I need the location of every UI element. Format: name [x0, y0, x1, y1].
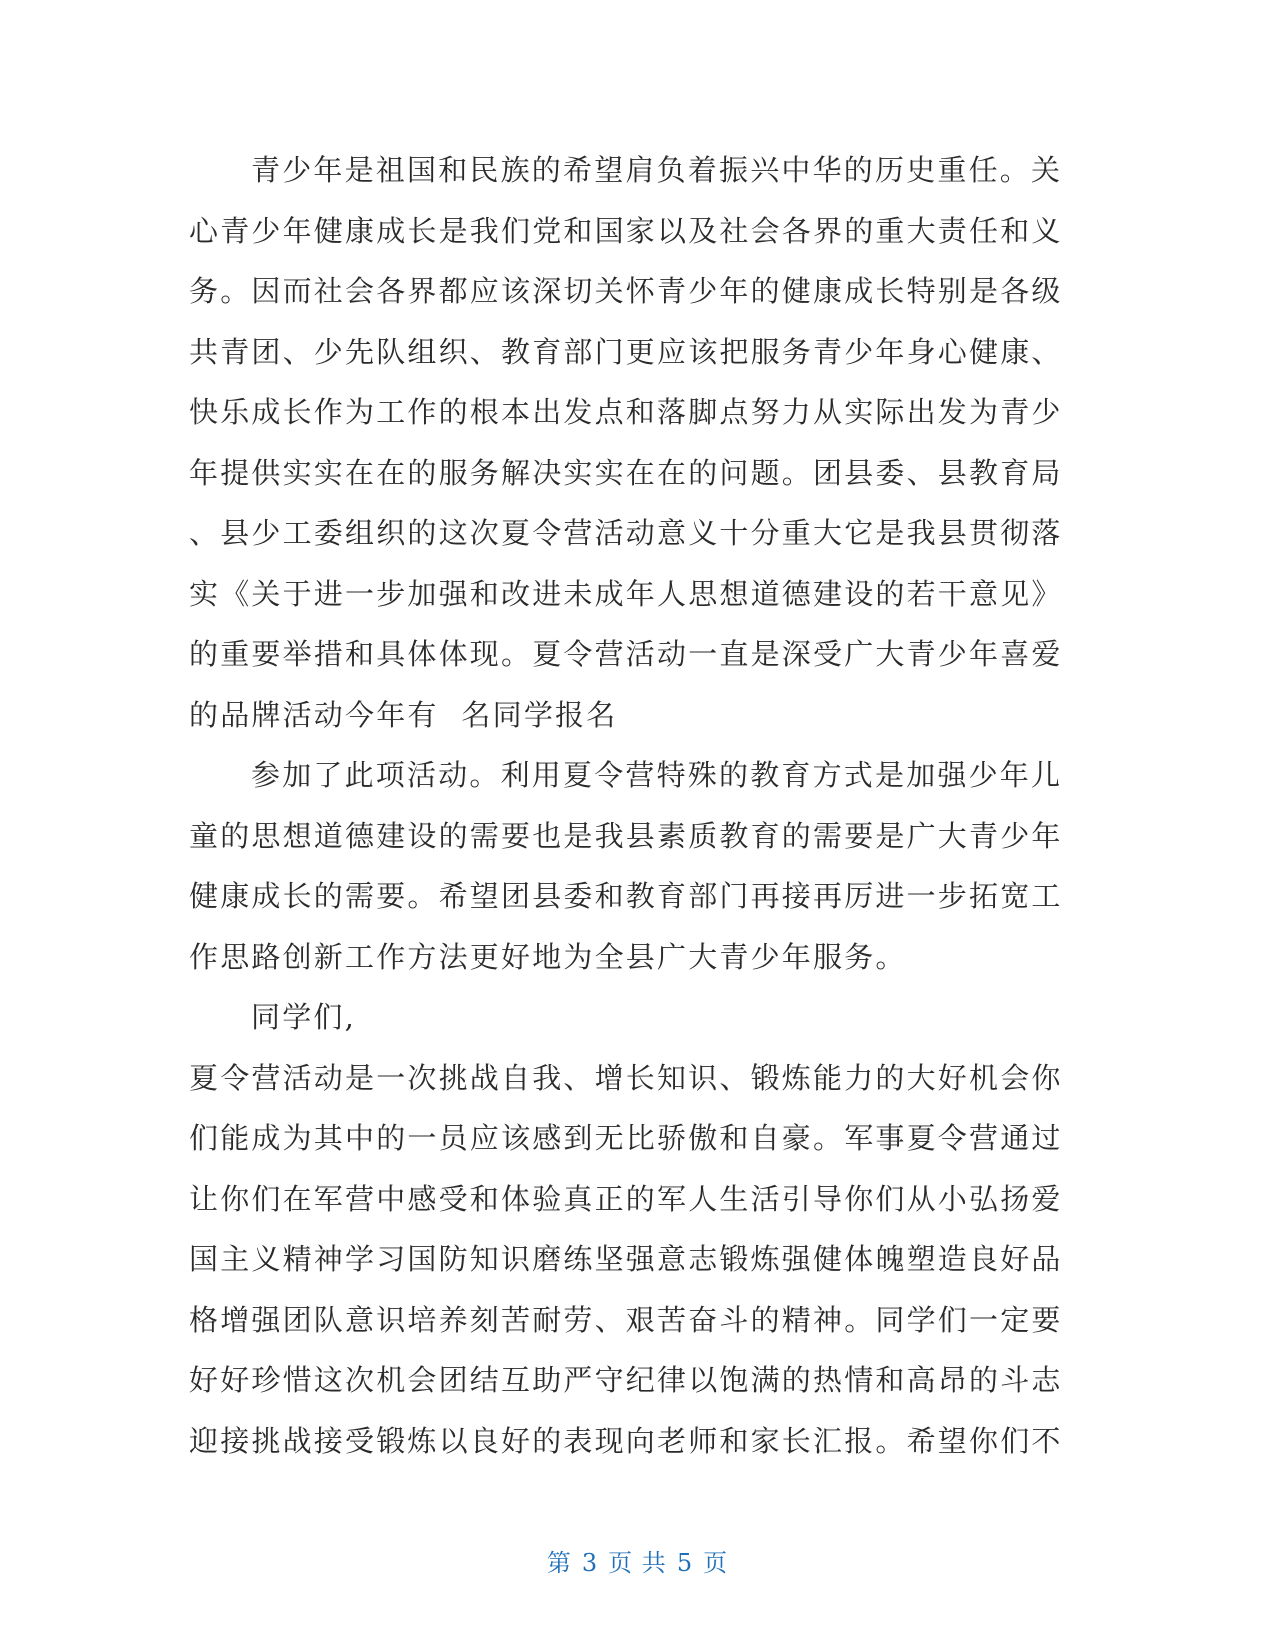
text-line: 格增强团队意识培养刻苦耐劳、艰苦奋斗的精神。同学们一定要	[189, 1302, 1063, 1337]
text-line: 夏令营活动是一次挑战自我、增长知识、锻炼能力的大好机会你	[189, 1060, 1063, 1095]
salutation-line: 同学们,	[251, 1000, 357, 1034]
text-line: 共青团、少先队组织、教育部门更应该把服务青少年身心健康、	[189, 334, 1063, 369]
document-body	[189, 140, 1069, 1471]
footer-prefix: 第	[546, 1549, 572, 1577]
text-line: 、县少工委组织的这次夏令营活动意义十分重大它是我县贯彻落	[189, 516, 1063, 550]
text-line: 年提供实实在在的服务解决实实在在的问题。团县委、县教育局	[189, 455, 1063, 490]
text-line: 的品牌活动今年有 名同学报名	[189, 697, 618, 732]
text-line: 好好珍惜这次机会团结互助严守纪律以饱满的热情和高昂的斗志	[189, 1363, 1063, 1397]
text-line: 国主义精神学习国防知识磨练坚强意志锻炼强健体魄塑造良好品	[189, 1242, 1063, 1276]
text-line: 健康成长的需要。希望团县委和教育部门再接再厉进一步拓宽工	[189, 879, 1063, 913]
text-line: 迎接挑战接受锻炼以良好的表现向老师和家长汇报。希望你们不	[189, 1423, 1063, 1458]
text-line: 心青少年健康成长是我们党和国家以及社会各界的重大责任和义	[189, 213, 1063, 248]
current-page-number: 3	[581, 1549, 599, 1577]
page-number-footer	[0, 1543, 1275, 1578]
text-line: 的重要举措和具体体现。夏令营活动一直是深受广大青少年喜爱	[189, 637, 1063, 671]
text-line: 快乐成长作为工作的根本出发点和落脚点努力从实际出发为青少	[189, 395, 1063, 429]
text-line: 让你们在军营中感受和体验真正的军人生活引导你们从小弘扬爱	[189, 1181, 1063, 1216]
text-line: 作思路创新工作方法更好地为全县广大青少年服务。	[189, 939, 907, 974]
text-line: 参加了此项活动。利用夏令营特殊的教育方式是加强少年儿	[251, 758, 1063, 792]
text-line: 实《关于进一步加强和改进未成年人思想道德建设的若干意见》	[189, 576, 1063, 611]
text-line: 务。因而社会各界都应该深切关怀青少年的健康成长特别是各级	[189, 274, 1063, 308]
text-line: 们能成为其中的一员应该感到无比骄傲和自豪。军事夏令营通过	[189, 1121, 1063, 1155]
total-pages-number: 5	[676, 1549, 694, 1577]
text-line: 青少年是祖国和民族的希望肩负着振兴中华的历史重任。关	[251, 153, 1063, 187]
text-line: 童的思想道德建设的需要也是我县素质教育的需要是广大青少年	[189, 818, 1063, 853]
footer-suffix: 页	[703, 1549, 729, 1577]
footer-middle: 页 共	[608, 1549, 667, 1577]
